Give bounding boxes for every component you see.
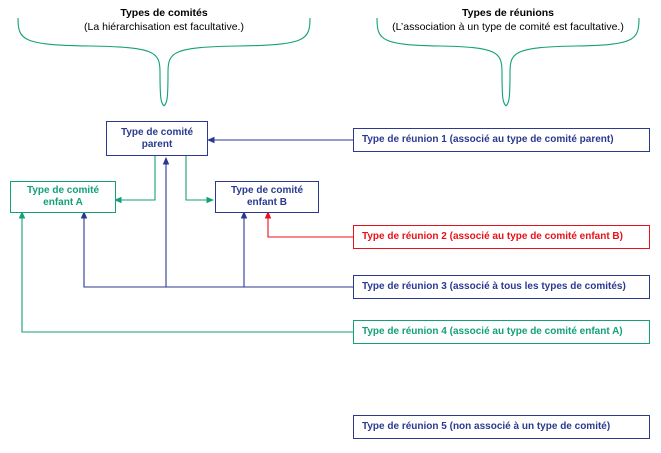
- header-meetings-title: Types de réunions: [462, 7, 554, 19]
- box-meeting-3[interactable]: Type de réunion 3 (associé à tous les types de comités): [353, 275, 650, 299]
- edge-meeting3-to-childA: [84, 212, 353, 287]
- box-committee-child-a[interactable]: Type de comité enfant A: [10, 181, 116, 213]
- box-meeting-5[interactable]: Type de réunion 5 (non associé à un type de comité): [353, 415, 650, 439]
- edge-parent-to-childA: [115, 155, 155, 200]
- header-committees-subtitle: (La hiérarchisation est facultative.): [84, 21, 244, 33]
- header-committees: [18, 6, 310, 34]
- header-meetings-subtitle: (L’association à un type de comité est facultative.): [392, 21, 624, 33]
- box-meeting-1[interactable]: Type de réunion 1 (associé au type de comité parent): [353, 128, 650, 152]
- box-committee-child-b[interactable]: Type de comité enfant B: [215, 181, 319, 213]
- box-meeting-4[interactable]: Type de réunion 4 (associé au type de comité enfant A): [353, 320, 650, 344]
- box-meeting-2[interactable]: Type de réunion 2 (associé au type de comité enfant B): [353, 225, 650, 249]
- box-committee-parent[interactable]: Type de comité parent: [106, 121, 208, 156]
- edge-meeting2-to-childB: [268, 212, 353, 237]
- header-meetings: [377, 6, 639, 34]
- edge-meeting4-to-childA: [22, 212, 353, 332]
- header-committees-title: Types de comités: [120, 7, 208, 19]
- edge-parent-to-childB: [186, 155, 213, 200]
